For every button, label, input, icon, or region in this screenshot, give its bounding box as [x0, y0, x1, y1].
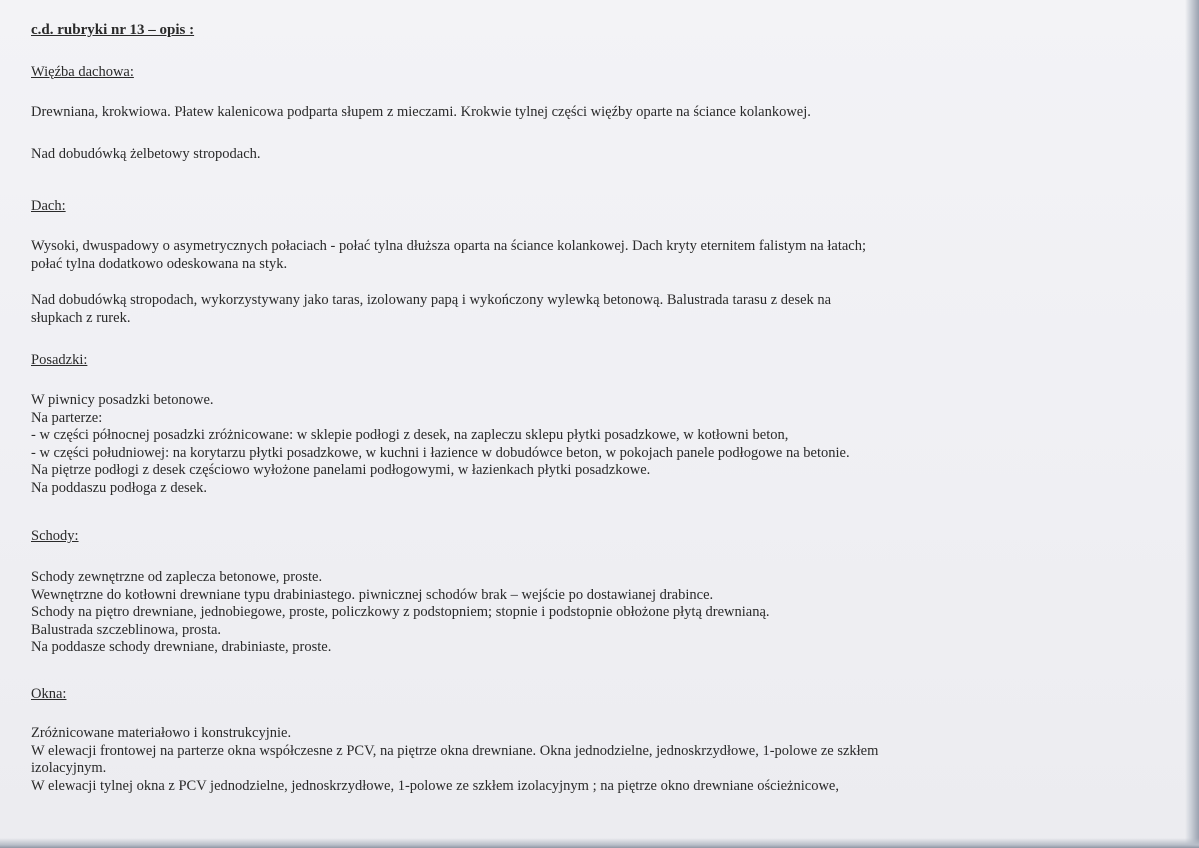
posadzki-line: W piwnicy posadzki betonowe.: [31, 392, 214, 408]
dach-paragraph-2: [31, 292, 831, 327]
wiezba-paragraph-1: Drewniana, krokwiowa. Płatew kalenicowa podparta słupem z mieczami. Krokwie tylnej części więźby oparte na ściance kolankowej.: [31, 104, 811, 120]
wiezba-paragraph-2: Nad dobudówką żelbetowy stropodach.: [31, 146, 261, 162]
okna-paragraph: [31, 725, 878, 795]
posadzki-paragraph: [31, 392, 850, 497]
document-heading: c.d. rubryki nr 13 – opis :: [31, 22, 195, 38]
posadzki-line: - w części południowej: na korytarzu płytki posadzkowe, w kuchni i łazience w dobudówce beton, w pokojach panele podłogowe na betonie.: [31, 444, 850, 461]
dach-paragraph-1: [31, 238, 866, 273]
okna-line: Zróżnicowane materiałowo i konstrukcyjnie.: [31, 725, 292, 741]
schody-line: Na poddasze schody drewniane, drabiniaste, proste.: [31, 639, 332, 655]
section-title-wiezba: Więźba dachowa:: [31, 64, 134, 80]
schody-line: Balustrada szczeblinowa, prosta.: [31, 621, 222, 638]
dach-paragraph-1-line-2: połać tylna dodatkowo odeskowana na styk.: [31, 255, 288, 272]
dach-paragraph-2-line-1: Nad dobudówką stropodach, wykorzystywany jako taras, izolowany papą i wykończony wylewką betonową. Balustrada tarasu z desek na: [31, 292, 832, 308]
okna-line: W elewacji frontowej na parterze okna współczesne z PCV, na piętrze okna drewniane. Okna jednodzielne, jednoskrzydłowe, 1-polowe ze szkłem: [31, 742, 879, 759]
section-title-dach: Dach:: [31, 198, 66, 214]
schody-paragraph: [31, 569, 770, 657]
schody-line: Wewnętrzne do kotłowni drewniane typu drabiniastego. piwnicznej schodów brak – wejście po dostawianej drabince.: [31, 586, 714, 603]
page-edge-shadow-right: [1185, 0, 1199, 848]
schody-line: Schody zewnętrzne od zaplecza betonowe, proste.: [31, 569, 323, 585]
okna-line: W elewacji tylnej okna z PCV jednodzielne, jednoskrzydłowe, 1-polowe ze szkłem izolacyjnym ; na piętrze okno drewniane ościeżnicowe,: [31, 777, 839, 794]
section-title-okna: Okna:: [31, 686, 67, 702]
section-title-posadzki: Posadzki:: [31, 352, 88, 368]
posadzki-line: Na poddaszu podłoga z desek.: [31, 479, 207, 496]
page-edge-shadow-bottom: [0, 838, 1199, 848]
dach-paragraph-2-line-2: słupkach z rurek.: [31, 309, 131, 326]
section-title-schody: Schody:: [31, 528, 79, 544]
dach-paragraph-1-line-1: Wysoki, dwuspadowy o asymetrycznych połaciach - połać tylna dłuższa oparta na ściance kolankowej. Dach kryty eternitem falistym na łatach;: [31, 238, 866, 254]
okna-line: izolacyjnym.: [31, 760, 107, 776]
schody-line: Schody na piętro drewniane, jednobiegowe, proste, policzkowy z podstopniem; stopnie i podstopnie obłożone płytą drewnianą.: [31, 604, 770, 620]
posadzki-line: - w części północnej posadzki zróżnicowane: w sklepie podłogi z desek, na zapleczu sklepu płytki posadzkowe, w kotłowni beton,: [31, 427, 789, 443]
posadzki-line: Na piętrze podłogi z desek częściowo wyłożone panelami podłogowymi, w łazienkach płytki posadzkowe.: [31, 462, 651, 478]
posadzki-line: Na parterze:: [31, 409, 103, 426]
